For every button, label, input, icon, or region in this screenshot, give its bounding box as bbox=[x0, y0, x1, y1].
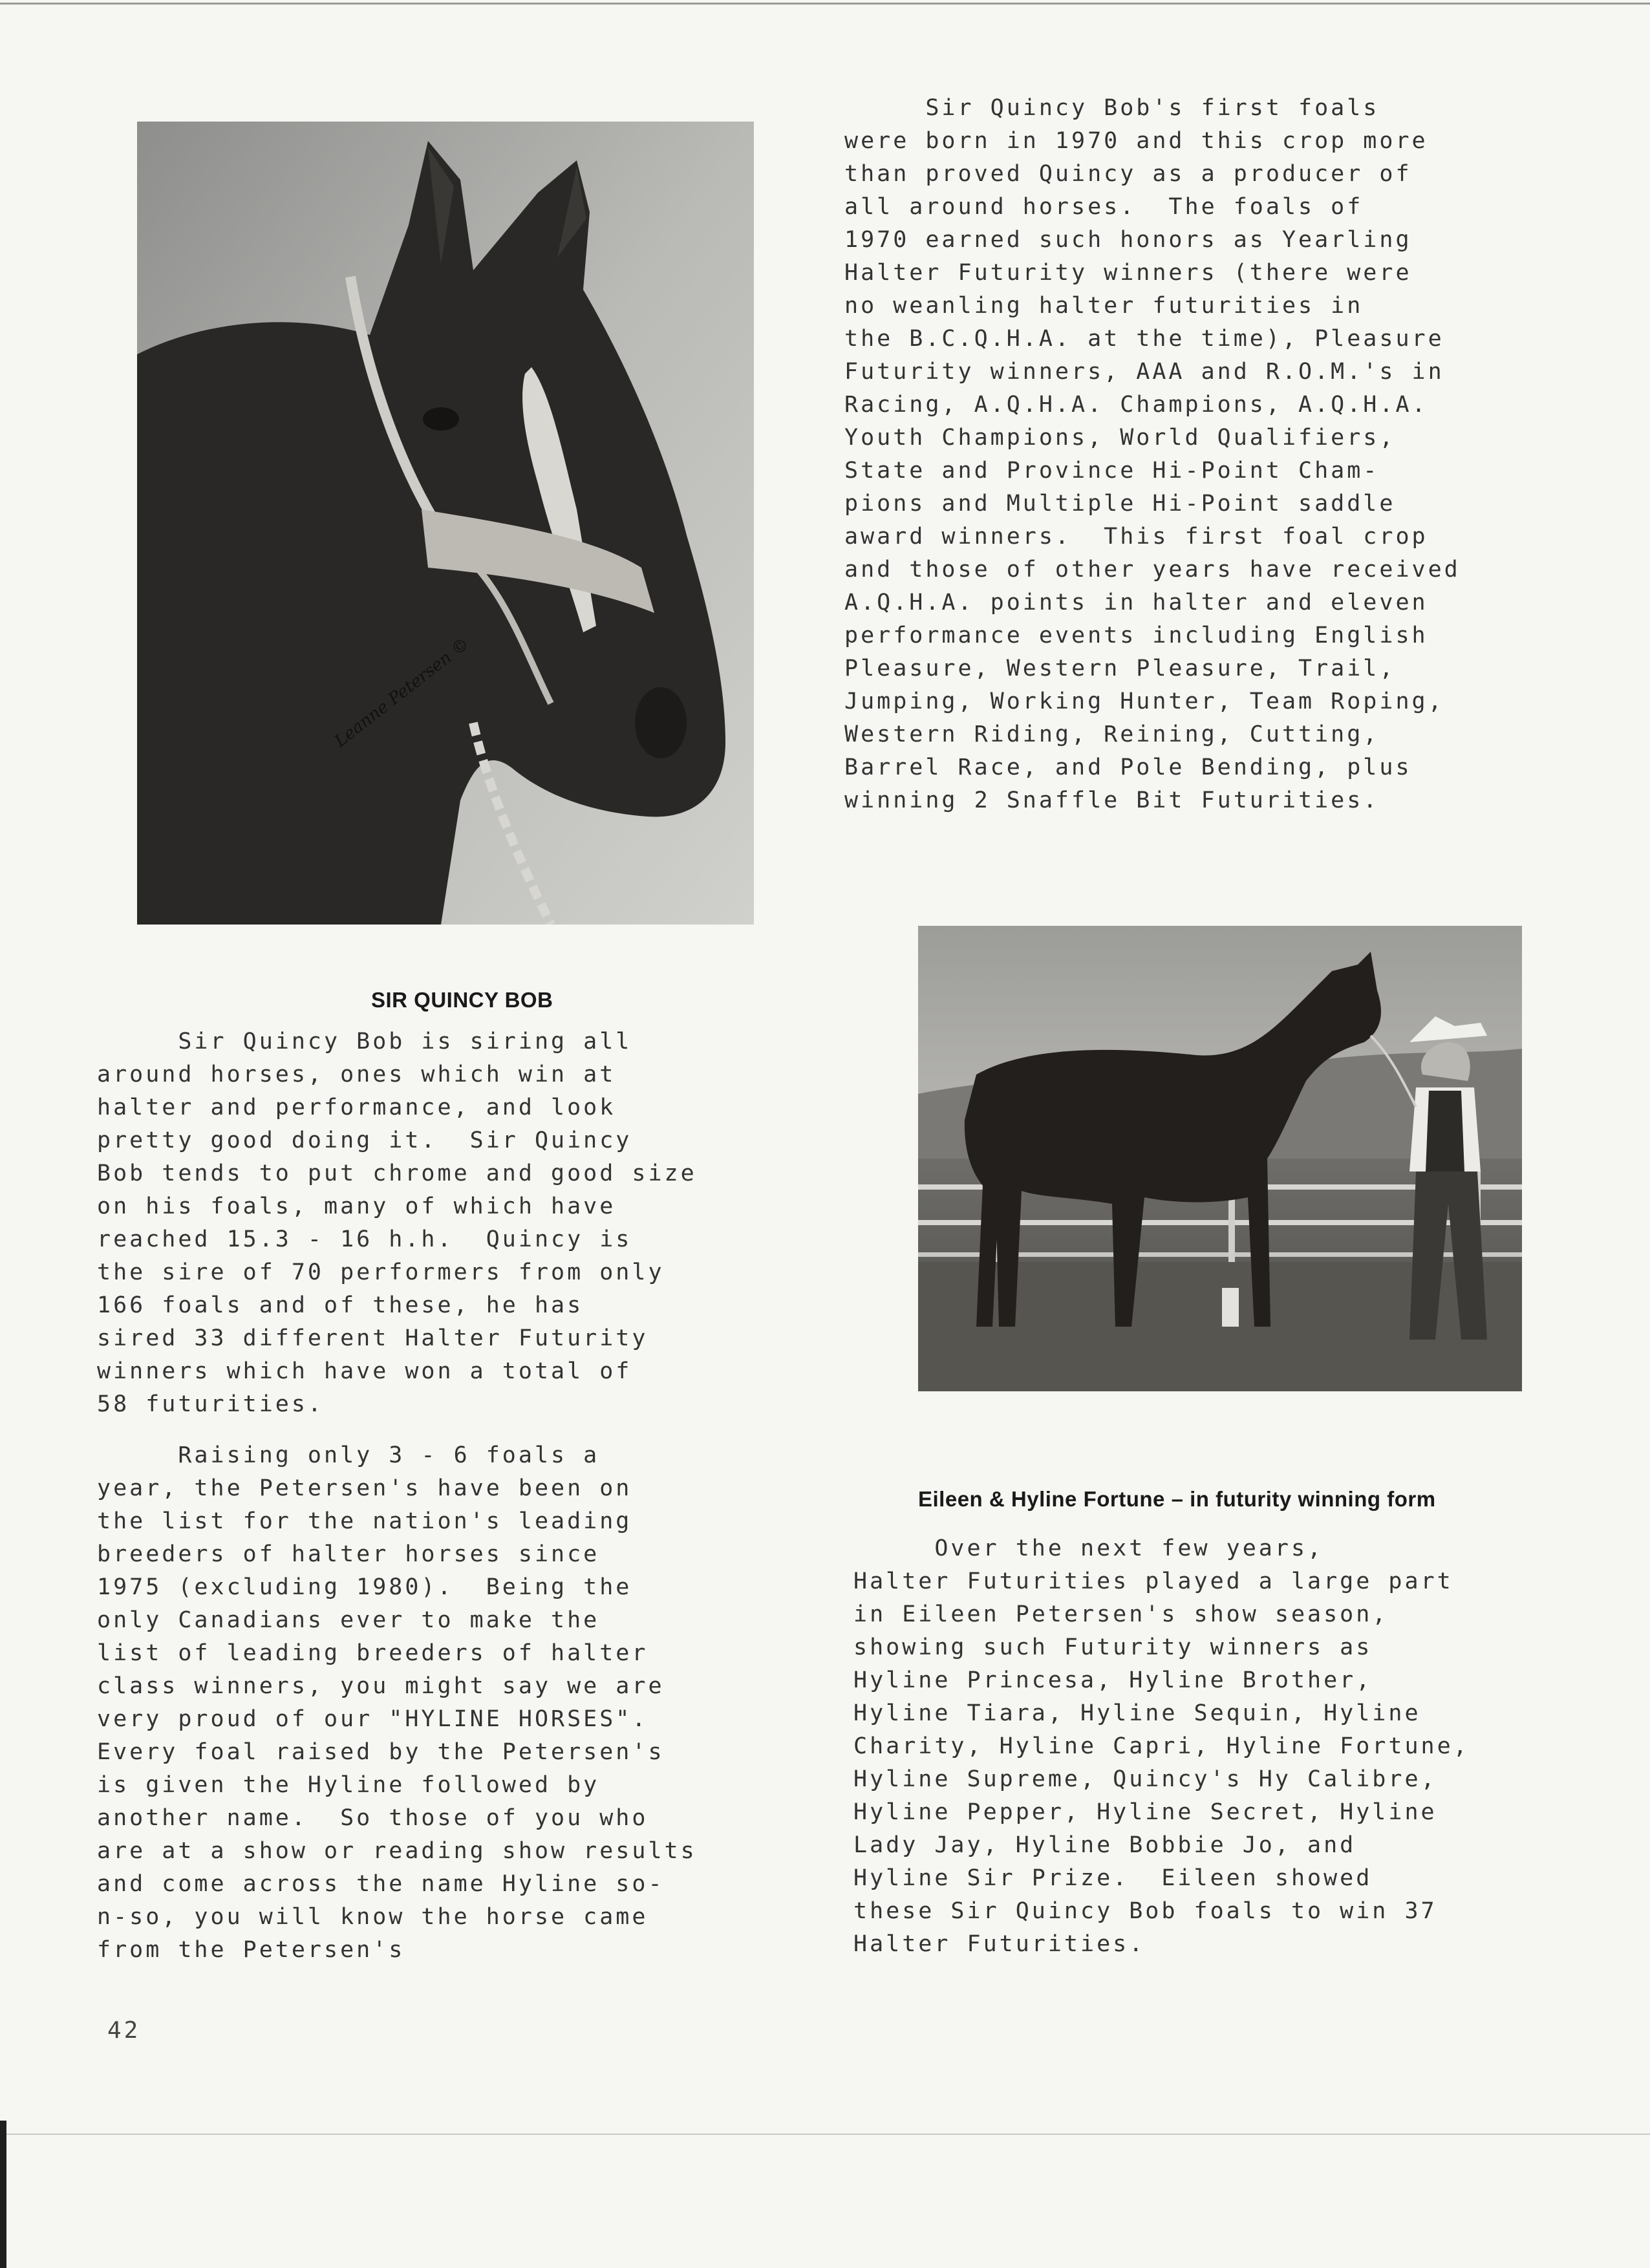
text-line: list of leading breeders of halter bbox=[97, 1640, 648, 1666]
text-line: Hyline Pepper, Hyline Secret, Hyline bbox=[853, 1799, 1437, 1825]
text-line: winners which have won a total of bbox=[97, 1358, 632, 1384]
horse-head-illustration bbox=[137, 122, 754, 925]
page-number: 42 bbox=[107, 2017, 141, 2044]
text-line: winning 2 Snaffle Bit Futurities. bbox=[844, 787, 1380, 813]
eileen-hyline-fortune-photo bbox=[918, 926, 1522, 1391]
text-line: Sir Quincy Bob's first foals bbox=[844, 95, 1380, 121]
text-line: sired 33 different Halter Futurity bbox=[97, 1325, 648, 1351]
text-line: the sire of 70 performers from only bbox=[97, 1259, 665, 1285]
text-line: and those of other years have received bbox=[844, 557, 1461, 583]
scan-left-shadow bbox=[0, 2121, 6, 2268]
sir-quincy-bob-photo bbox=[137, 122, 754, 925]
horse-and-handler-illustration bbox=[918, 926, 1522, 1391]
text-line: 1975 (excluding 1980). Being the bbox=[97, 1574, 632, 1600]
text-line: Youth Champions, World Qualifiers, bbox=[844, 425, 1396, 451]
text-line: Hyline Princesa, Hyline Brother, bbox=[853, 1667, 1373, 1693]
text-line: Barrel Race, and Pole Bending, plus bbox=[844, 754, 1412, 780]
text-line: A.Q.H.A. points in halter and eleven bbox=[844, 590, 1428, 615]
text-line: reached 15.3 - 16 h.h. Quincy is bbox=[97, 1226, 632, 1252]
text-line: around horses, ones which win at bbox=[97, 1062, 616, 1087]
text-line: 1970 earned such honors as Yearling bbox=[844, 227, 1412, 253]
photo-caption-eileen-hyline-fortune: Eileen & Hyline Fortune – in futurity winning form bbox=[918, 1487, 1436, 1511]
text-line: Racing, A.Q.H.A. Champions, A.Q.H.A. bbox=[844, 392, 1428, 418]
text-line: than proved Quincy as a producer of bbox=[844, 161, 1412, 187]
text-line: class winners, you might say we are bbox=[97, 1673, 665, 1699]
text-line: Bob tends to put chrome and good size bbox=[97, 1161, 697, 1186]
text-line: Hyline Sir Prize. Eileen showed bbox=[853, 1865, 1373, 1891]
text-line: are at a show or reading show results bbox=[97, 1838, 697, 1864]
text-line: very proud of our "HYLINE HORSES". bbox=[97, 1706, 648, 1732]
text-line: from the Petersen's bbox=[97, 1937, 405, 1963]
text-line: the list for the nation's leading bbox=[97, 1508, 632, 1534]
text-line: another name. So those of you who bbox=[97, 1805, 648, 1831]
text-line: Sir Quincy Bob is siring all bbox=[97, 1029, 632, 1054]
text-line: Raising only 3 - 6 foals a bbox=[97, 1442, 600, 1468]
text-line: 166 foals and of these, he has bbox=[97, 1292, 584, 1318]
right-column-bottom-text bbox=[853, 1532, 1470, 1961]
text-line: no weanling halter futurities in bbox=[844, 293, 1364, 319]
text-line: all around horses. The foals of bbox=[844, 194, 1364, 220]
text-line: Jumping, Working Hunter, Team Roping, bbox=[844, 689, 1444, 714]
text-line: were born in 1970 and this crop more bbox=[844, 128, 1428, 154]
photo-caption-sir-quincy-bob: SIR QUINCY BOB bbox=[371, 988, 553, 1012]
text-line: the B.C.Q.H.A. at the time), Pleasure bbox=[844, 326, 1444, 352]
text-line: in Eileen Petersen's show season, bbox=[853, 1601, 1389, 1627]
text-line: performance events including English bbox=[844, 623, 1428, 648]
text-line: Every foal raised by the Petersen's bbox=[97, 1739, 665, 1765]
text-line: Over the next few years, bbox=[853, 1535, 1324, 1561]
text-line: Halter Futurities. bbox=[853, 1931, 1146, 1957]
right-column-top-text bbox=[844, 92, 1461, 817]
text-line: on his foals, many of which have bbox=[97, 1193, 616, 1219]
text-line: Halter Futurity winners (there were bbox=[844, 260, 1412, 286]
text-line: 58 futurities. bbox=[97, 1391, 325, 1417]
text-line: Hyline Supreme, Quincy's Hy Calibre, bbox=[853, 1766, 1437, 1792]
text-line: n-so, you will know the horse came bbox=[97, 1904, 648, 1930]
left-column-text bbox=[97, 1025, 697, 1967]
text-line: these Sir Quincy Bob foals to win 37 bbox=[853, 1898, 1437, 1924]
text-line: Futurity winners, AAA and R.O.M.'s in bbox=[844, 359, 1444, 385]
text-line: Lady Jay, Hyline Bobbie Jo, and bbox=[853, 1832, 1356, 1858]
text-line: Hyline Tiara, Hyline Sequin, Hyline bbox=[853, 1700, 1421, 1726]
text-line: Pleasure, Western Pleasure, Trail, bbox=[844, 656, 1396, 681]
text-line bbox=[97, 1421, 697, 1439]
text-line: Charity, Hyline Capri, Hyline Fortune, bbox=[853, 1733, 1470, 1759]
text-line: showing such Futurity winners as bbox=[853, 1634, 1373, 1660]
text-line: breeders of halter horses since bbox=[97, 1541, 600, 1567]
text-line: year, the Petersen's have been on bbox=[97, 1475, 632, 1501]
text-line: State and Province Hi-Point Cham- bbox=[844, 458, 1380, 484]
text-line: only Canadians ever to make the bbox=[97, 1607, 600, 1633]
photographer-signature: Leanne Petersen © bbox=[331, 634, 473, 751]
text-line: halter and performance, and look bbox=[97, 1095, 616, 1120]
text-line: pions and Multiple Hi-Point saddle bbox=[844, 491, 1396, 517]
text-line: pretty good doing it. Sir Quincy bbox=[97, 1128, 632, 1153]
scan-top-edge bbox=[0, 3, 1650, 5]
text-line: Halter Futurities played a large part bbox=[853, 1568, 1453, 1594]
text-line: award winners. This first foal crop bbox=[844, 524, 1428, 550]
text-line: is given the Hyline followed by bbox=[97, 1772, 600, 1798]
scan-bottom-edge bbox=[0, 2134, 1650, 2135]
text-line: and come across the name Hyline so- bbox=[97, 1871, 665, 1897]
text-line: Western Riding, Reining, Cutting, bbox=[844, 722, 1380, 747]
